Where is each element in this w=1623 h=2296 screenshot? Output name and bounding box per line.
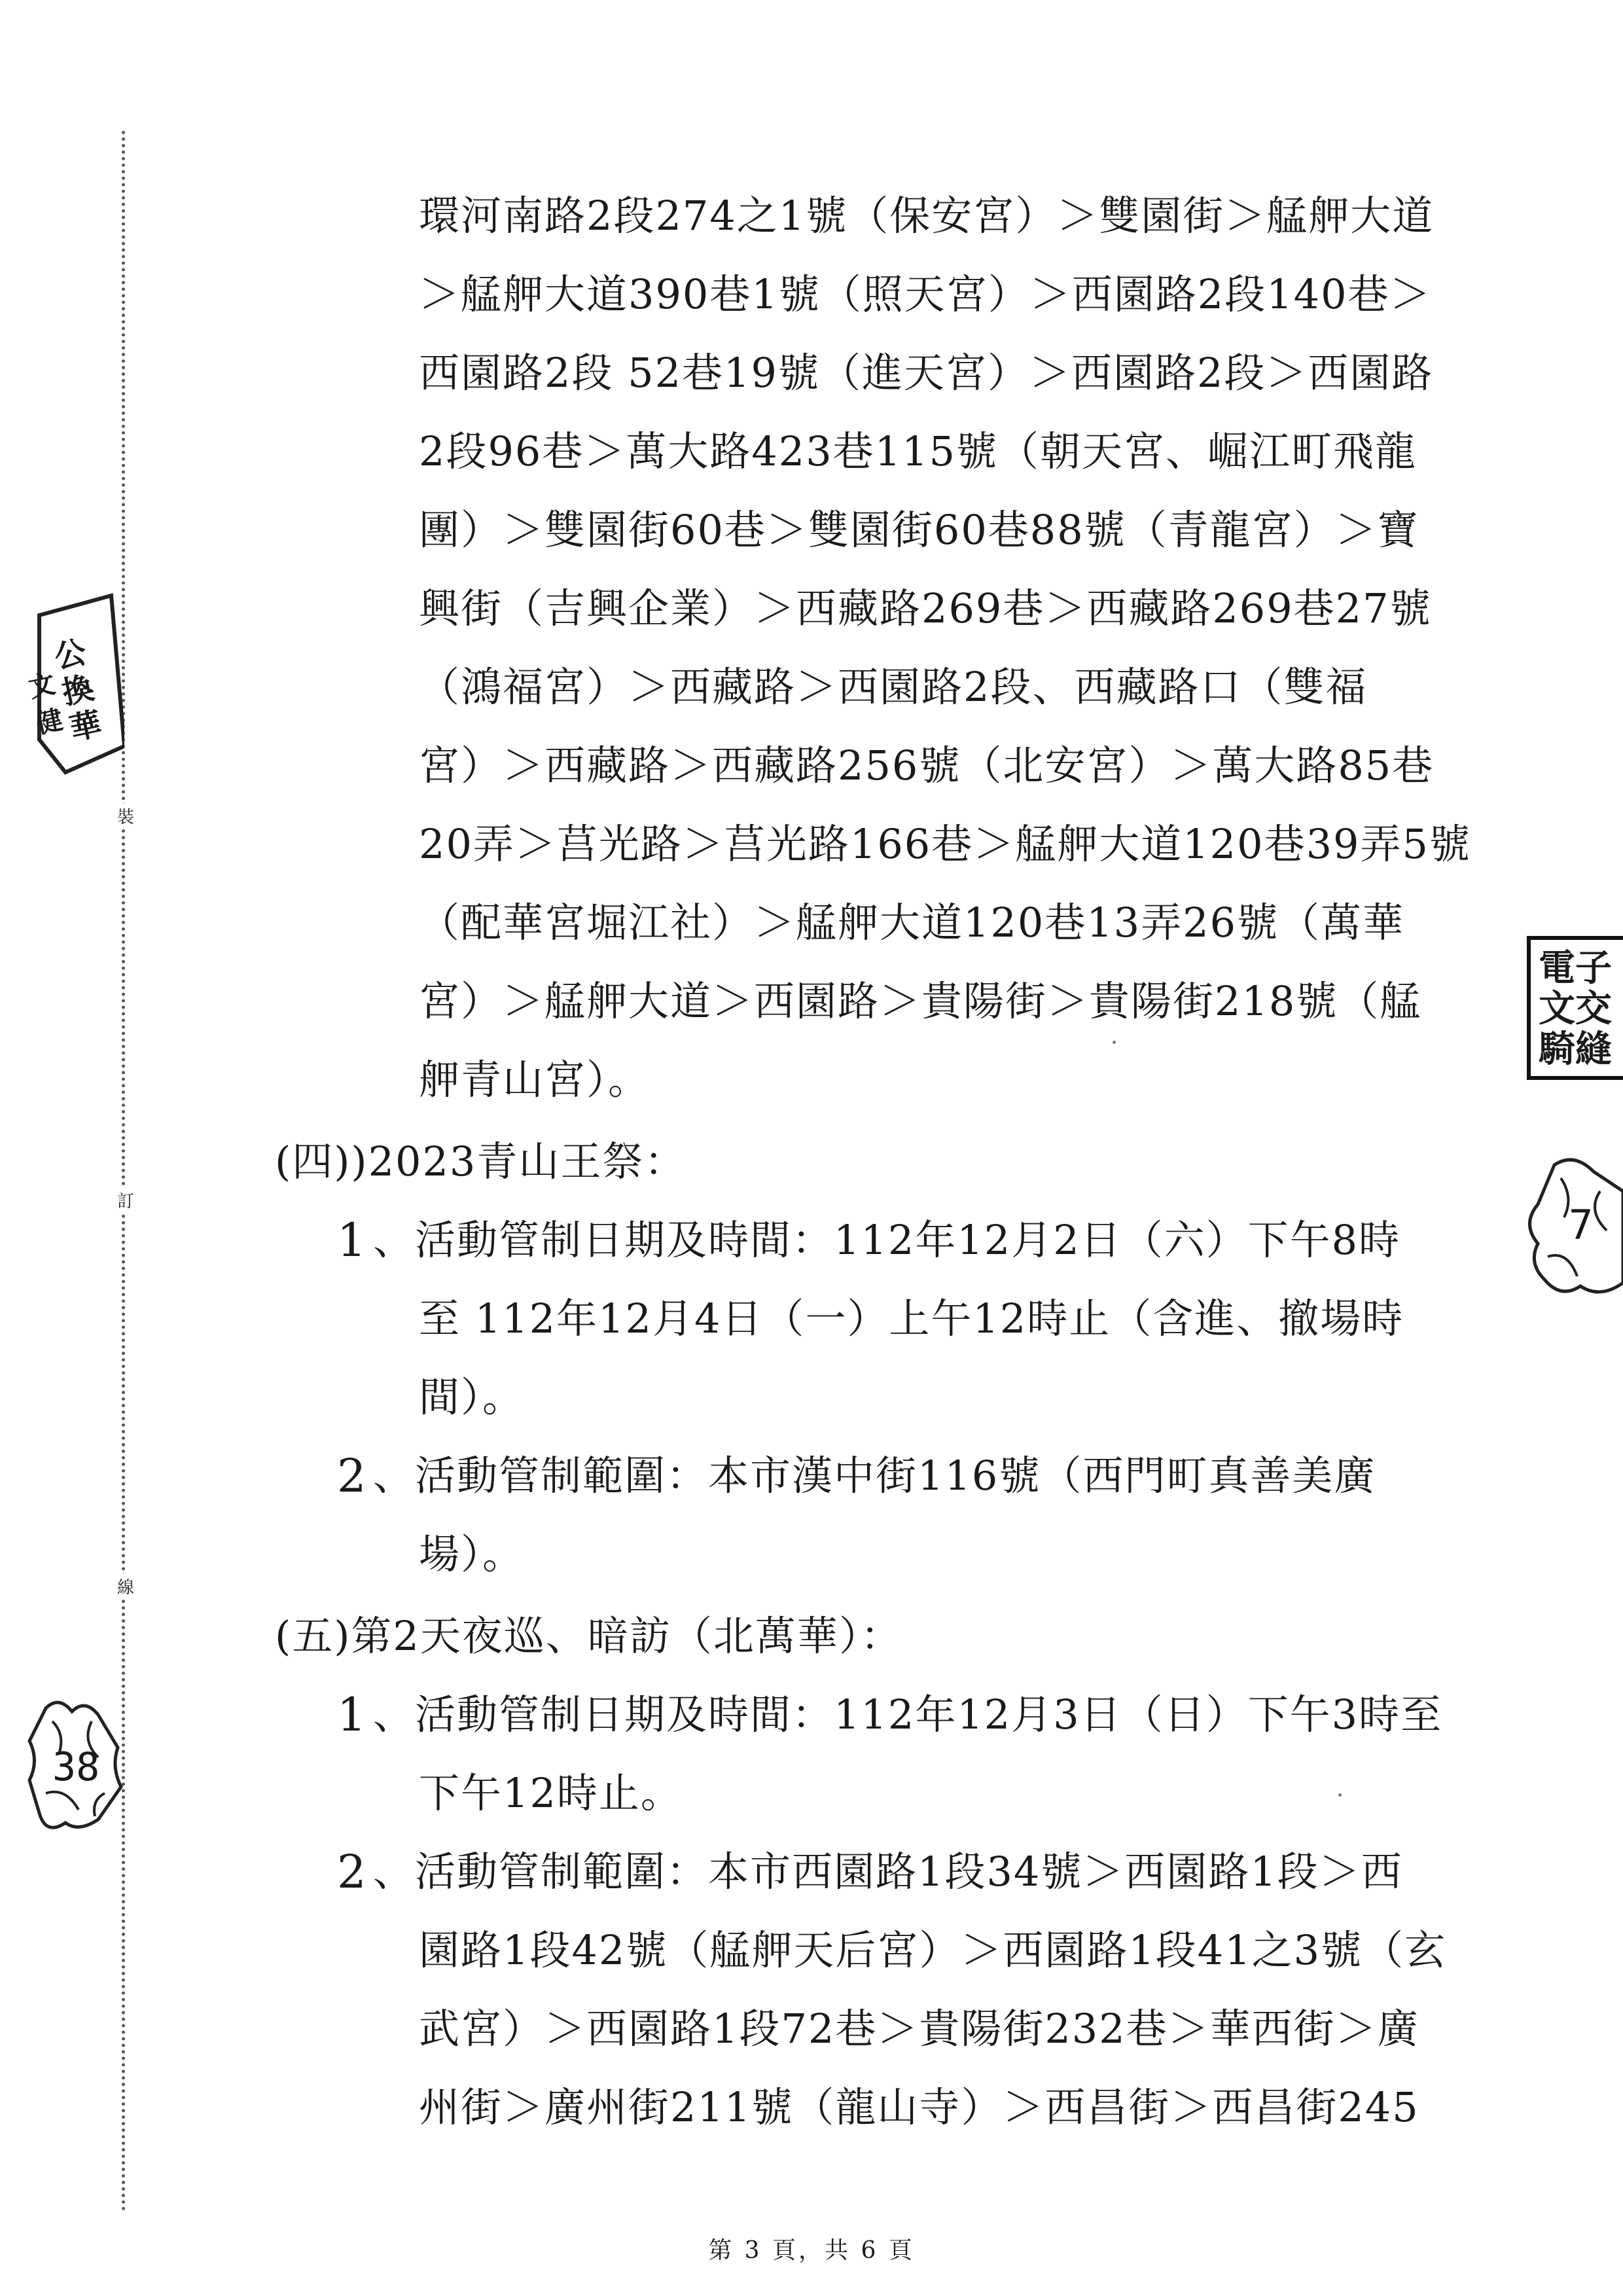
route-line: 2段96巷＞萬大路423巷115號（朝天宮、崛江町飛龍 [419, 427, 1418, 475]
route-line: （鴻福宮）＞西藏路＞西園路2段、西藏路口（雙福 [419, 663, 1368, 711]
right-edge-stamp: 電子 文交 騎縫 [1527, 936, 1623, 1080]
section-five-item2-line: 、活動管制範圍：本市西園路1段34號＞西園路1段＞西 [373, 1848, 1403, 1895]
right-seal [1522, 1152, 1623, 1302]
section-four-heading: (四))2023青山王祭： [275, 1138, 687, 1185]
section-five-item1-number: 1 [337, 1688, 366, 1742]
section-five-item2-line: 州街＞廣州街211號（龍山寺）＞西昌街＞西昌街245 [419, 2083, 1419, 2131]
page-number-footer: 第 3 頁，共 6 頁 [708, 2237, 915, 2264]
binding-margin-line [122, 131, 125, 2212]
right-seal-number: 7 [1569, 1201, 1594, 1249]
section-four-item2-number: 2 [337, 1449, 366, 1503]
section-four-item1-number: 1 [337, 1213, 366, 1267]
margin-label-ding: 訂 [113, 1188, 139, 1212]
section-five-heading: (五)第2天夜巡、暗訪（北萬華）： [275, 1612, 902, 1660]
section-five-item1-line: 、活動管制日期及時間：112年12月3日（日）下午3時至 [373, 1691, 1443, 1738]
route-line: 興街（吉興企業）＞西藏路269巷＞西藏路269巷27號 [419, 584, 1432, 632]
route-line: 舺青山宮）。 [419, 1056, 651, 1103]
left-top-seal [26, 589, 124, 785]
route-line: 20弄＞莒光路＞莒光路166巷＞艋舺大道120巷39弄5號 [419, 820, 1471, 868]
route-line: 西園路2段 52巷19號（進天宮）＞西園路2段＞西園路 [419, 349, 1434, 397]
route-line: （配華宮堀江社）＞艋舺大道120巷13弄26號（萬華 [419, 899, 1405, 946]
section-four-item1-line: 、活動管制日期及時間：112年12月2日（六）下午8時 [373, 1216, 1401, 1264]
left-seal-text-2: 文健 [26, 668, 66, 740]
section-four-item2-line: 、活動管制範圍：本市漢中街116號（西門町真善美廣 [373, 1452, 1376, 1499]
left-bottom-seal [20, 1695, 131, 1839]
margin-label-zhuang: 裝 [113, 804, 139, 828]
scan-speck [1338, 1793, 1342, 1797]
section-five-item1-line: 下午12時止。 [419, 1769, 683, 1817]
route-line: ＞艋舺大道390巷1號（照天宮）＞西園路2段140巷＞ [419, 270, 1432, 318]
section-five-item2-number: 2 [337, 1845, 366, 1899]
section-four-item2-line: 場）。 [419, 1530, 525, 1578]
left-seal-number: 38 [52, 1744, 100, 1790]
section-four-item1-line: 間）。 [419, 1373, 525, 1421]
scan-speck [1113, 1041, 1116, 1044]
route-line: 團）＞雙園街60巷＞雙園街60巷88號（青龍宮）＞寶 [419, 506, 1419, 554]
section-five-item2-line: 園路1段42號（艋舺天后宮）＞西園路1段41之3號（玄 [419, 1926, 1447, 1974]
route-line: 環河南路2段274之1號（保安宮）＞雙園街＞艋舺大道 [419, 192, 1435, 240]
route-line: 宮）＞西藏路＞西藏路256號（北安宮）＞萬大路85巷 [419, 742, 1435, 789]
section-five-item2-line: 武宮）＞西園路1段72巷＞貴陽街232巷＞華西街＞廣 [419, 2005, 1419, 2053]
left-seal-text: 公換華 [51, 634, 105, 748]
section-four-item1-line: 至 112年12月4日（一）上午12時止（含進、撤場時 [419, 1295, 1404, 1342]
margin-label-xian: 線 [113, 1574, 139, 1598]
route-line: 宮）＞艋舺大道＞西園路＞貴陽街＞貴陽街218號（艋 [419, 977, 1422, 1025]
